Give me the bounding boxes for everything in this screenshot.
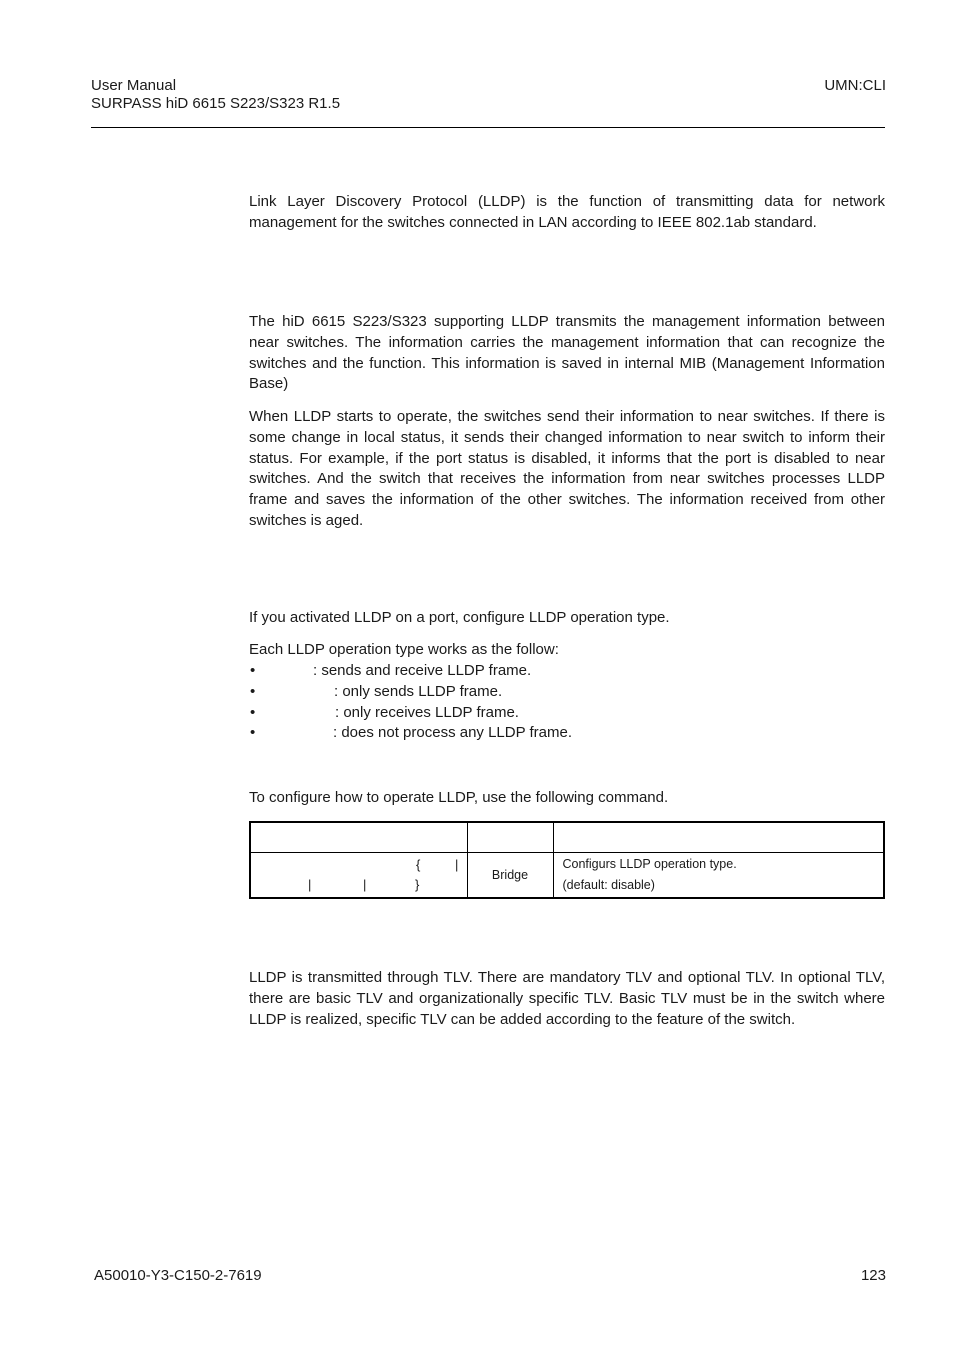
operation-intro: If you activated LLDP on a port, configure LLDP operation type. <box>249 609 670 626</box>
command-table <box>249 821 885 899</box>
header-mode <box>467 822 553 853</box>
list-item <box>249 661 885 682</box>
default-value: (default: disable) <box>562 878 655 892</box>
bullet-icon: • <box>250 682 256 700</box>
description-paragraph-2: When LLDP starts to operate, the switches send their information to near switches. If there is some change in local status, it sends their changed information to near switch to inform their status. For example, if the port status is disabled, it informs that the port is disabled to near switches. And the switch that receives the information from near switches processes LLDP frame and saves the information of the other switches. The information received from other switches is aged. <box>249 408 885 529</box>
operation-types-intro: Each LLDP operation type works as the follow: <box>249 641 559 658</box>
command-syntax-cell <box>250 853 467 899</box>
operation-type-list <box>249 661 885 744</box>
list-item <box>249 682 885 703</box>
list-item-text: : sends and receive LLDP frame. <box>313 662 532 679</box>
tlv-paragraph: LLDP is transmitted through TLV. There are mandatory TLV and optional TLV. In optional TLV, there are basic TLV and organizationally specific TLV. Basic TLV must be in the switch where LLDP is realized, specific TLV can be added according to the feature of the switch. <box>249 969 885 1028</box>
intro-paragraph: Link Layer Discovery Protocol (LLDP) is the function of transmitting data for network management for the switches connected in LAN according to IEEE 802.1ab standard. <box>249 193 885 231</box>
list-item-text: : only sends LLDP frame. <box>334 682 503 700</box>
list-item <box>249 723 885 744</box>
header-divider <box>91 127 885 128</box>
command-intro: To configure how to operate LLDP, use the following command. <box>249 789 669 806</box>
page-header-title <box>91 77 340 113</box>
brace-close: } <box>415 877 420 892</box>
document-id: A50010-Y3-C150-2-7619 <box>94 1267 262 1284</box>
bullet-icon: • <box>250 703 256 721</box>
description-paragraph-1: The hiD 6615 S223/S323 supporting LLDP transmits the management information between near switches. The information carries the management information that can recognize the switches and the function. This information is saved in internal MIB (Management Information Base) <box>249 313 885 393</box>
bullet-icon: • <box>250 724 256 742</box>
bullet-icon: • <box>250 662 256 679</box>
separator: | <box>455 857 459 872</box>
separator: | <box>308 877 312 892</box>
page-header-section: UMN:CLI <box>824 77 886 94</box>
separator: | <box>363 877 367 892</box>
header-command <box>250 822 467 853</box>
list-item <box>249 703 885 724</box>
command-mode-cell: Bridge <box>467 853 553 899</box>
list-item-text: : does not process any LLDP frame. <box>333 724 573 742</box>
table-header-row <box>250 822 884 853</box>
header-function <box>553 822 884 853</box>
page-number: 123 <box>860 1267 886 1284</box>
brace-open: { <box>416 857 421 872</box>
table-row <box>250 853 884 899</box>
product-name: SURPASS hiD 6615 S223/S323 R1.5 <box>91 95 341 112</box>
description-line: Configurs LLDP operation type. <box>562 857 737 871</box>
manual-title: User Manual <box>91 77 177 94</box>
command-description-cell <box>553 853 884 899</box>
list-item-text: : only receives LLDP frame. <box>335 703 519 721</box>
